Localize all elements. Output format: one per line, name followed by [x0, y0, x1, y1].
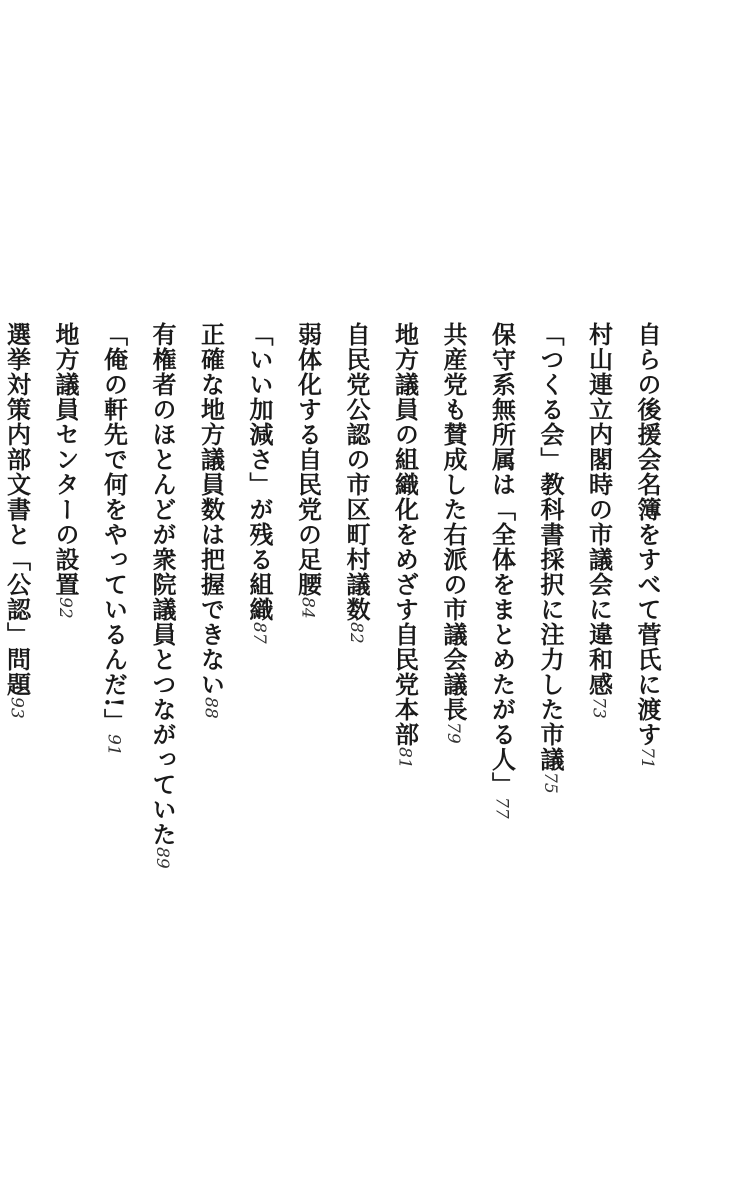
toc-entry-page: 93: [6, 697, 27, 719]
toc-entry-title: 正確な地方議員数は把握できない: [196, 322, 226, 697]
toc-entry-title: 共産党も賛成した右派の市議会議長: [439, 322, 468, 722]
toc-entry-title: 地方議員の組織化をめざす自民党本部: [390, 322, 420, 747]
toc-entry-title: 地方議員センターの設置: [51, 322, 80, 597]
toc-entry: [533, 322, 582, 982]
toc-entry: [290, 322, 339, 982]
toc-entry: [484, 322, 533, 982]
toc-entry-page: 91: [103, 733, 124, 756]
toc-entry-page: 88: [200, 697, 221, 719]
toc-entry: [387, 322, 436, 982]
toc-entry-title: 「俺の軒先で何をやっているんだ!」: [99, 322, 129, 734]
toc-entry: [630, 322, 679, 982]
toc-entry-page: 87: [249, 622, 269, 644]
toc-entry-page: 92: [55, 597, 75, 619]
toc-entry-page: 77: [491, 797, 512, 819]
toc-entry-title: 村山連立内閣時の市議会に違和感: [584, 322, 614, 697]
toc-entry: [436, 322, 485, 982]
table-of-contents: [2, 322, 678, 982]
toc-entry-page: 75: [540, 772, 560, 794]
toc-entry: [48, 322, 97, 982]
toc-entry-title: 保守系無所属は「全体をまとめたがる人」: [487, 322, 517, 797]
toc-entry-title: 「つくる会」教科書採択に注力した市議: [536, 322, 565, 772]
toc-entry: [0, 322, 48, 982]
toc-entry-page: 71: [637, 747, 657, 769]
toc-entry-page: 81: [394, 747, 415, 769]
toc-entry-title: 選挙対策内部文書と「公認」問題: [2, 322, 32, 697]
toc-entry-title: 弱体化する自民党の足腰: [293, 322, 323, 597]
toc-entry: [581, 322, 630, 982]
toc-entry-page: 84: [297, 597, 318, 619]
toc-entry-page: 79: [443, 722, 463, 744]
toc-entry-page: 73: [588, 697, 609, 719]
toc-entry-title: 自らの後援会名簿をすべて菅氏に渡す: [633, 322, 662, 747]
toc-entry-title: 「いい加減さ」が残る組織: [245, 322, 274, 622]
toc-entry-page: 82: [346, 622, 366, 644]
toc-entry: [193, 322, 242, 982]
toc-entry-title: 自民党公認の市区町村議数: [342, 322, 371, 622]
toc-entry: [145, 322, 194, 982]
toc-entry: [339, 322, 388, 982]
toc-entry: [242, 322, 291, 982]
toc-entry-title: 有権者のほとんどが衆院議員とつながっていた: [148, 322, 177, 847]
toc-entry: [96, 322, 145, 982]
toc-entry-page: 89: [152, 847, 172, 869]
